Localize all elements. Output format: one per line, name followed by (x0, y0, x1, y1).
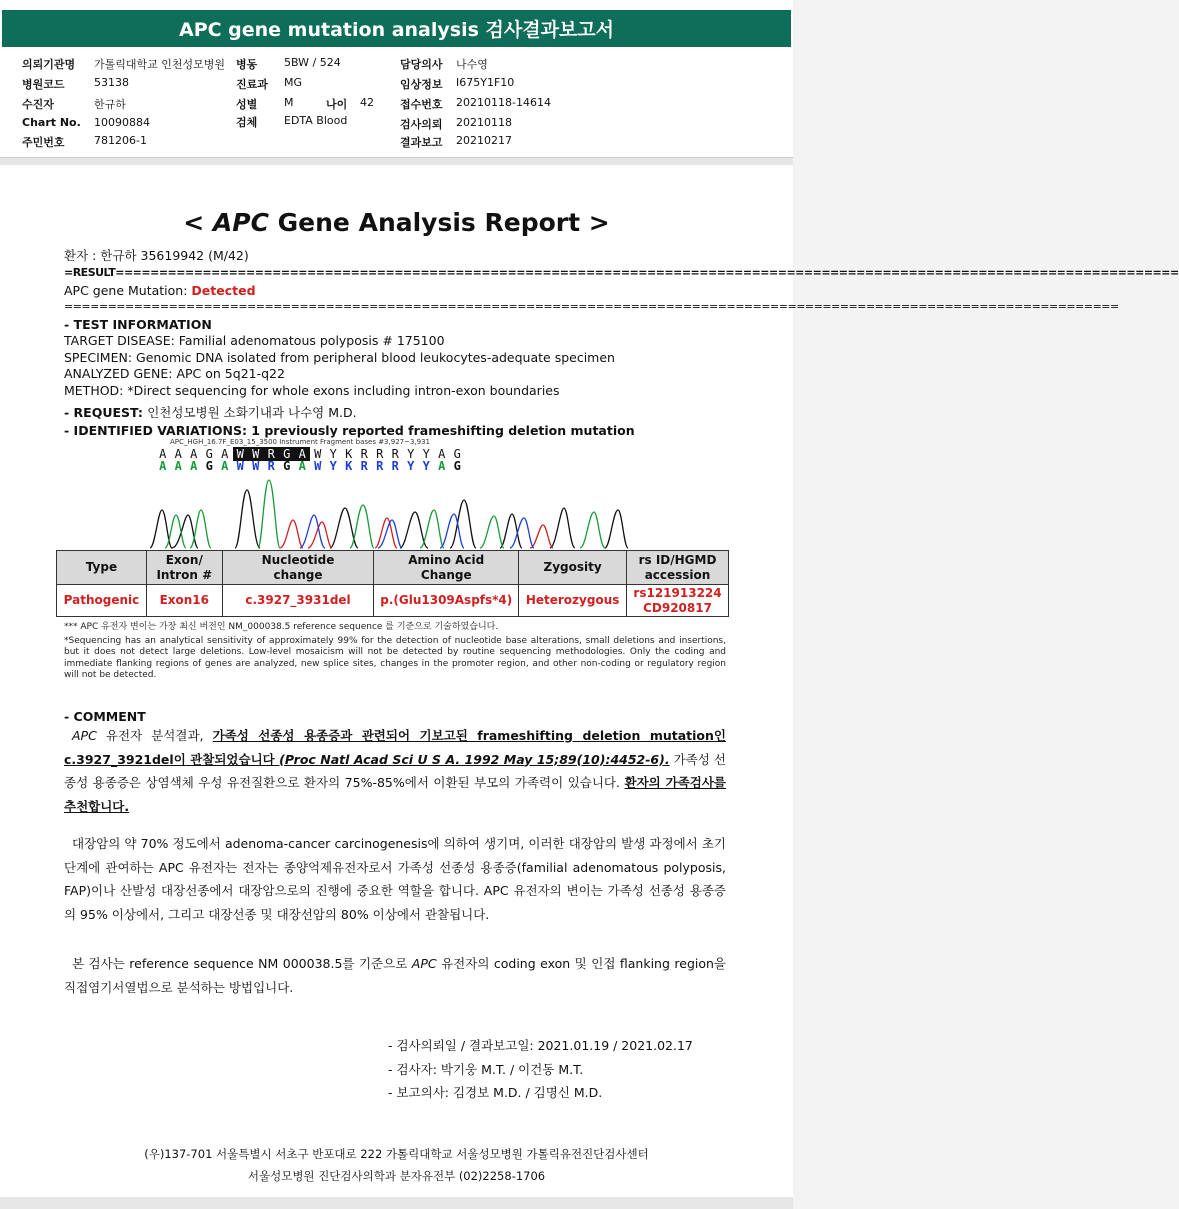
variant-zygosity: Heterozygous (519, 585, 627, 617)
mutation-status: Detected (191, 283, 256, 298)
info-label: 진료과 (236, 78, 268, 91)
variant-amino-acid: p.(Glu1309Aspfs*4) (374, 585, 519, 617)
called-base: G (283, 459, 291, 473)
ref-base: Y (407, 447, 415, 461)
info-label: 성별 (236, 98, 258, 111)
ref-base: G (279, 447, 295, 461)
info-value: 42 (360, 96, 374, 109)
chromatogram (150, 470, 640, 550)
info-value: 5BW / 524 (284, 56, 341, 69)
comment-paragraph-1 (64, 724, 726, 818)
info-value: 가톨릭대학교 인천성모병원 (94, 58, 226, 71)
result-rule-bottom: ========================================================================================================================= (64, 300, 1119, 313)
comment-text: 유전자 분석결과, (96, 728, 213, 743)
info-label: 결과보고 (400, 136, 443, 149)
comment-heading: - COMMENT (64, 709, 146, 724)
info-value: 10090884 (94, 116, 150, 129)
comment-recommendation: 환자의 가족검사를 추천합니다. (64, 775, 726, 814)
called-base: Y (407, 459, 415, 473)
called-base: W (314, 459, 322, 473)
info-label: Chart No. (22, 116, 81, 129)
called-base: W (236, 459, 244, 473)
request-value: 인천성모병원 소화기내과 나수영 M.D. (147, 405, 357, 420)
called-base: A (221, 459, 229, 473)
footer-department: 서울성모병원 진단검사의학과 분자유전부 (02)2258-1706 (247, 1169, 546, 1183)
equals-rule: ========================================================================================================================= (123, 266, 1179, 279)
called-base: A (438, 459, 446, 473)
info-label: 담당의사 (400, 58, 443, 71)
comment-text: 유전자의 coding exon 및 인접 flanking region을 직접염기서열법으로 분석하는 방법입니다. (64, 956, 726, 995)
info-label: 병동 (236, 58, 258, 71)
info-value: MG (284, 76, 303, 89)
ref-base: R (264, 447, 280, 461)
comment-text: 가족성 선종성 용종증은 상염색체 우성 유전질환으로 환자의 75%-85%에서 이환된 부모의 가족력이 있습니다. (64, 751, 726, 790)
info-value: 781206-1 (94, 134, 147, 147)
comment-finding: 가족성 선종성 용종증과 관련되어 기보고된 frameshifting deletion mutation인 c.3927_3921del이 관찰되었습니다 (64, 728, 726, 767)
mutation-line (64, 283, 256, 298)
info-label: 검체 (236, 116, 258, 129)
col-nucleotide: Nucleotide change (222, 551, 374, 585)
info-value: I675Y1F10 (456, 76, 515, 89)
col-zygosity: Zygosity (519, 551, 627, 585)
info-label: 나이 (326, 98, 348, 111)
variant-exon: Exon16 (146, 585, 222, 617)
comment-paragraph-2: 대장암의 약 70% 정도에서 adenoma-cancer carcinogenesis에 의하여 생기며, 이러한 대장암의 발생 과정에서 초기 단계에 관여하는 APC 유전자는 전자는 종양억제유전자로서 가족성 선종성 용종증(familial adenomatous polyposis, FAP)이나 산발성 대장선종에서 대장암으로의 진행에 중요한 역할을 합니다. APC 유전자의 변이는 가족성 선종성 용종증의 95% 이상에서, 그리고 대장선종 및 대장선암의 80% 이상에서 관찰됩니다. (64, 836, 726, 922)
called-base: A (190, 459, 198, 473)
comment-paragraph-3 (64, 952, 726, 999)
signature-examiners: - 검사자: 박기웅 M.T. / 이건동 M.T. (388, 1062, 584, 1077)
called-base: Y (422, 459, 430, 473)
ref-base: W (233, 447, 249, 461)
ref-base: Y (329, 447, 337, 461)
called-base: W (252, 459, 260, 473)
ref-base: A (190, 447, 198, 461)
analyzed-gene: ANALYZED GENE: APC on 5q21-q22 (64, 366, 285, 381)
ref-base: A (174, 447, 182, 461)
called-base: R (360, 459, 368, 473)
info-label: 의뢰기관명 (22, 58, 76, 71)
footnote-sensitivity: *Sequencing has an analytical sensitivity of approximately 99% for the detection of nucleotide base alterations, small deletions and insertions, but it does not detect large deletions. Low-level mosaicism will not be detected by routine sequencing methodologies. Only the coding and immediate flanking regions of genes are analyzed, new splice sites, changes in the promoter region, and other non-coding or regulatory region will not be detected. (64, 635, 726, 680)
info-value: 53138 (94, 76, 129, 89)
method: METHOD: *Direct sequencing for whole exons including intron-exon boundaries (64, 383, 560, 398)
ref-base: W (248, 447, 264, 461)
info-label: 검사의뢰 (400, 118, 443, 131)
col-type: Type (57, 551, 147, 585)
ref-base: R (376, 447, 384, 461)
ref-base: Y (422, 447, 430, 461)
col-exon: Exon/ Intron # (146, 551, 222, 585)
mutation-label: APC gene Mutation: (64, 283, 192, 298)
trace-black (150, 490, 628, 548)
footnote-reference: *** APC 유전자 변이는 가장 최신 버전인 NM_000038.5 reference sequence 를 기준으로 기술하였습니다. (64, 622, 499, 632)
called-base: G (453, 459, 461, 473)
result-label: =RESULT= (64, 266, 124, 279)
table-row (57, 585, 729, 617)
ref-base: K (345, 447, 353, 461)
trace-red (280, 518, 553, 548)
result-rule (64, 266, 1179, 279)
info-value: 20210118 (456, 116, 512, 129)
variant-table-header (57, 551, 729, 585)
ref-base: R (391, 447, 399, 461)
called-base: A (298, 459, 306, 473)
sequence-header: APC_HGH_16.7F_E03_15_3500 Instrument Fragment bases #3,927~3,931 (170, 438, 431, 446)
request-label: - REQUEST: (64, 405, 148, 420)
signature-dates: - 검사의뢰일 / 결과보고일: 2021.01.19 / 2021.02.17 (388, 1038, 693, 1053)
patient-line: 환자 : 한규하 35619942 (M/42) (64, 248, 249, 263)
ref-base: A (295, 447, 311, 461)
request-line (64, 403, 357, 421)
called-base: G (205, 459, 213, 473)
title-gene: APC (212, 208, 269, 237)
called-base: K (345, 459, 353, 473)
ref-base: G (205, 447, 213, 461)
ref-base: A (438, 447, 446, 461)
bottom-bar (0, 1197, 793, 1209)
called-base: A (174, 459, 182, 473)
target-disease: TARGET DISEASE: Familial adenomatous polyposis # 175100 (64, 333, 445, 348)
info-value: M (284, 96, 294, 109)
gene-name: APC (72, 728, 97, 743)
called-base: A (159, 459, 167, 473)
test-info-heading: - TEST INFORMATION (64, 317, 212, 332)
called-base: R (267, 459, 275, 473)
info-label: 수진자 (22, 98, 54, 111)
info-value: 20210118-14614 (456, 96, 551, 109)
info-label: 임상정보 (400, 78, 443, 91)
called-base: R (376, 459, 384, 473)
identified-variations: - IDENTIFIED VARIATIONS: 1 previously reported frameshifting deletion mutation (64, 423, 635, 438)
section-divider (0, 157, 793, 165)
col-rsid: rs ID/HGMD accession (627, 551, 729, 585)
ref-base: W (314, 447, 322, 461)
report-title (0, 208, 793, 237)
signature-physicians: - 보고의사: 김경보 M.D. / 김명신 M.D. (388, 1085, 603, 1100)
gene-name: APC (411, 956, 437, 971)
footer-address: (우)137-701 서울특별시 서초구 반포대로 222 가톨릭대학교 서울성모병원 가톨릭유전진단검사센터 (144, 1147, 649, 1161)
ref-base: A (221, 447, 229, 461)
info-value: 한규하 (94, 98, 126, 111)
variant-rsid: rs121913224 CD920817 (627, 585, 729, 617)
report-header-title: APC gene mutation analysis 검사결과보고서 (2, 10, 791, 47)
info-label: 병원코드 (22, 78, 65, 91)
title-suffix: Gene Analysis Report > (268, 208, 610, 237)
comment-text: 본 검사는 reference sequence NM 000038.5를 기준으로 (72, 956, 412, 971)
specimen: SPECIMEN: Genomic DNA isolated from peripheral blood leukocytes-adequate specimen (64, 350, 615, 365)
variant-type: Pathogenic (57, 585, 147, 617)
info-label: 접수번호 (400, 98, 443, 111)
footnotes (64, 622, 726, 682)
ref-base: G (453, 447, 461, 461)
title-prefix: < (183, 208, 213, 237)
info-value: 20210217 (456, 134, 512, 147)
info-label: 주민번호 (22, 136, 65, 149)
variant-nucleotide: c.3927_3931del (222, 585, 374, 617)
variant-table (56, 550, 729, 617)
info-value: 나수영 (456, 58, 488, 71)
col-amino-acid: Amino Acid Change (374, 551, 519, 585)
called-base: R (391, 459, 399, 473)
info-value: EDTA Blood (284, 114, 348, 127)
called-base: Y (329, 459, 337, 473)
ref-base: A (159, 447, 167, 461)
comment-citation: (Proc Natl Acad Sci U S A. 1992 May 15;89(10):4452-6). (274, 751, 670, 767)
ref-base: R (360, 447, 368, 461)
